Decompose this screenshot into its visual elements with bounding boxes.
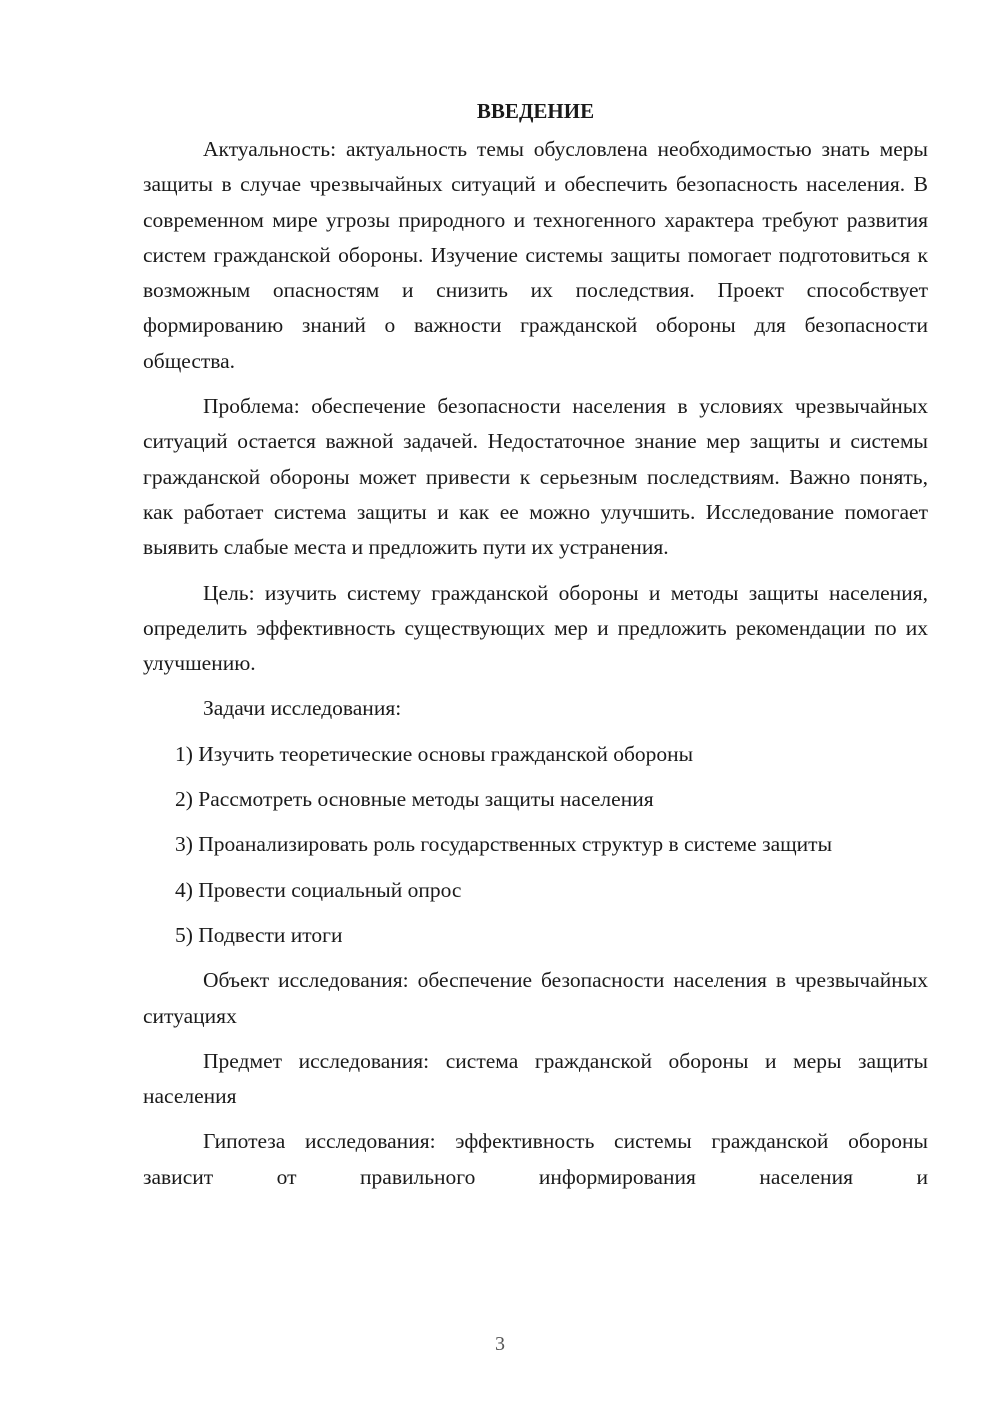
paragraph-relevance: Актуальность: актуальность темы обусловлена необходимостью знать меры защиты в случае чрезвычайных ситуаций и обеспечить безопасность населения. В современном мире угрозы природного и техногенного характера требуют развития систем гражданской обороны. Изучение системы защиты помогает подготовиться к возможным опасностям и снизить их последствия. Проект способствует формированию знаний о важности гражданской обороны для безопасности общества.: [143, 137, 928, 373]
paragraph-tasks-heading: Задачи исследования:: [203, 696, 402, 721]
section-title: ВВЕДЕНИЕ: [476, 99, 595, 123]
task-item-3: 3) Проанализировать роль государственных структур в системе защиты: [175, 832, 833, 857]
paragraph-goal: Цель: изучить систему гражданской обороны и методы защиты населения, определить эффективность существующих мер и предложить рекомендации по их улучшению.: [143, 580, 928, 676]
paragraph-object: Объект исследования: обеспечение безопасности населения в чрезвычайных ситуациях: [143, 968, 928, 1028]
task-item-5: 5) Подвести итоги: [175, 922, 343, 947]
task-item-2: 2) Рассмотреть основные методы защиты населения: [175, 787, 654, 812]
task-item-1: 1) Изучить теоретические основы гражданской обороны: [175, 741, 694, 766]
page-number: 3: [495, 1333, 505, 1355]
document-body: [143, 96, 928, 1205]
paragraph-hypothesis: Гипотеза исследования: эффективность системы гражданской обороны зависит от правильного информирования населения и: [143, 1129, 928, 1189]
paragraph-subject: Предмет исследования: система гражданской обороны и меры защиты населения: [143, 1048, 928, 1109]
paragraph-problem: Проблема: обеспечение безопасности населения в условиях чрезвычайных ситуаций остается важной задачей. Недостаточное знание мер защиты и системы гражданской обороны может привести к серьезным последствиям. Важно понять, как работает система защиты и как ее можно улучшить. Исследование помогает выявить слабые места и предложить пути их устранения.: [143, 394, 928, 560]
task-item-4: 4) Провести социальный опрос: [175, 877, 462, 902]
